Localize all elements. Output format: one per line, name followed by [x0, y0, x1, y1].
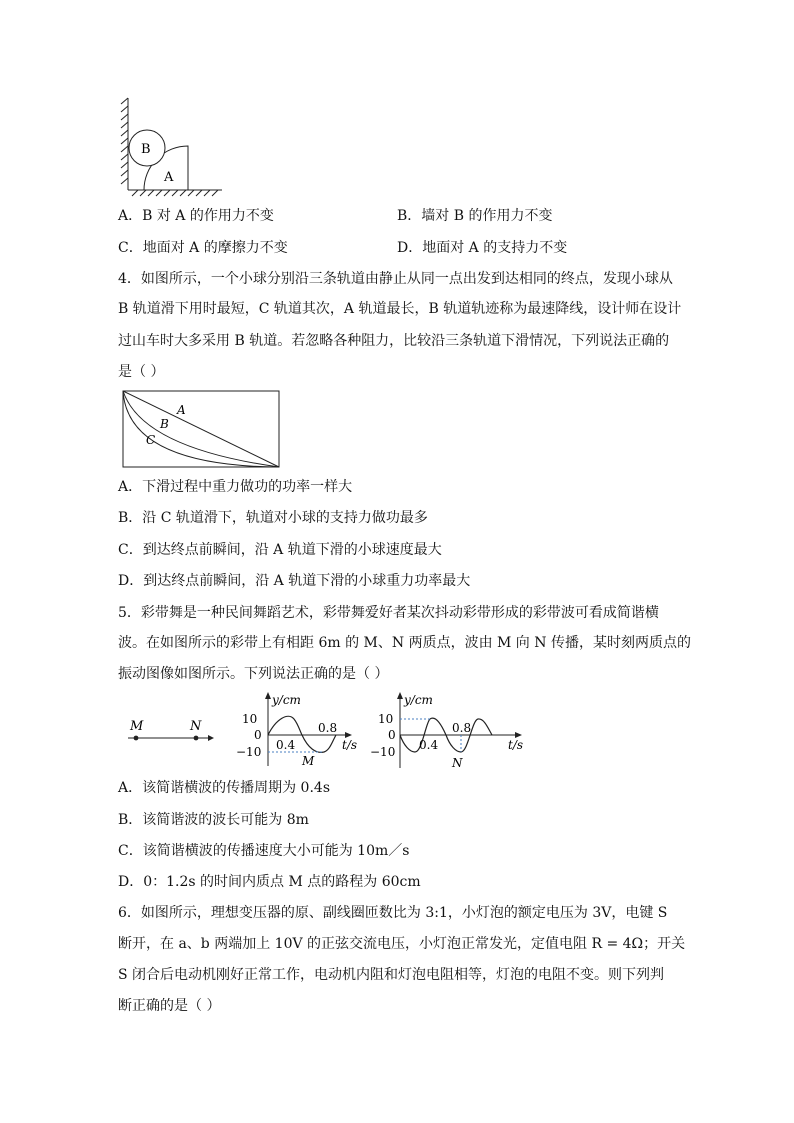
q6-stem-line-3: S 闭合后电动机刚好正常工作，电动机内阻和灯泡电阻相等，灯泡的电阻不变。则下列判 [118, 967, 665, 983]
m-tick-bottom: −10 [236, 745, 262, 759]
label-b: B [141, 142, 151, 157]
q5-stem-line-3: 振动图像如图所示。下列说法正确的是（ ） [118, 666, 389, 682]
label-point-n: N [190, 719, 202, 734]
q5-stem-line-2: 波。在如图所示的彩带上有相距 6m 的 M、N 两质点，波由 M 向 N 传播，某时刻两质点的 [118, 635, 691, 651]
m-tick-top: 10 [242, 712, 258, 726]
label-track-a: A [177, 403, 186, 417]
m-ylabel: y/cm [272, 693, 301, 707]
q3-figure [118, 96, 228, 198]
q4-stem-line-4: 是（ ） [118, 364, 165, 380]
n-tick-zero: 0 [388, 728, 396, 742]
q6-stem-line-4: 断正确的是（ ） [118, 998, 221, 1014]
q4-option-a: A．下滑过程中重力做功的功率一样大 [118, 479, 353, 495]
q5-option-b: B．该简谐波的波长可能为 8m [118, 812, 309, 828]
q6-stem-line-2: 断开，在 a、b 两端加上 10V 的正弦交流电压，小灯泡正常发光，定值电阻 R = 4Ω；开关 [118, 936, 686, 952]
n-t2: 0.8 [452, 721, 472, 735]
wall-hatch [121, 98, 128, 190]
m-t1: 0.4 [276, 738, 296, 752]
m-t2: 0.8 [318, 721, 338, 735]
q5-option-a: A．该简谐横波的传播周期为 0.4s [118, 780, 331, 796]
track-a [123, 391, 279, 467]
n-point-label: N [452, 756, 463, 770]
q4-option-b: B．沿 C 轨道滑下，轨道对小球的支持力做功最多 [118, 510, 428, 526]
m-point-label: M [302, 754, 315, 768]
q5-option-d: D．0：1.2s 的时间内质点 M 点的路程为 60cm [118, 874, 421, 890]
q3-option-c: C．地面对 A 的摩擦力不变 [118, 240, 288, 256]
q6-stem-line-1: 6．如图所示，理想变压器的原、副线圈匝数比为 3:1，小灯泡的额定电压为 3V，电键 S [118, 905, 668, 921]
q4-track-figure [120, 388, 284, 470]
m-xlabel: t/s [342, 738, 358, 752]
q5-string-figure [124, 716, 216, 750]
q4-stem-line-1: 4．如图所示，一个小球分别沿三条轨道由静止从同一点出发到达相同的终点，发现小球从 [118, 271, 673, 287]
label-track-b: B [160, 417, 169, 431]
m-tick-zero: 0 [254, 728, 262, 742]
n-xlabel: t/s [508, 738, 524, 752]
q3-option-d: D．地面对 A 的支持力不变 [397, 240, 568, 256]
q3-option-a: A．B 对 A 的作用力不变 [118, 208, 274, 224]
q5-graph-m [232, 690, 367, 770]
label-point-m: M [130, 719, 144, 734]
q4-option-d: D．到达终点前瞬间，沿 A 轨道下滑的小球重力功率最大 [118, 573, 471, 589]
q3-option-b: B．墙对 B 的作用力不变 [397, 208, 553, 224]
n-tick-top: 10 [378, 712, 394, 726]
q4-stem-line-3: 过山车时大多采用 B 轨道。若忽略各种阻力，比较沿三条轨道下滑情况，下列说法正确的 [118, 333, 670, 349]
q5-option-c: C．该简谐横波的传播速度大小可能为 10m／s [118, 843, 410, 859]
q4-stem-line-2: B 轨道滑下用时最短，C 轨道其次，A 轨道最长，B 轨道轨迹称为最速降线，设计师在设计 [118, 301, 682, 317]
ground-hatch [128, 190, 222, 196]
n-t1: 0.4 [419, 738, 439, 752]
label-track-c: C [146, 433, 156, 447]
q5-graph-n [370, 690, 530, 772]
q5-stem-line-1: 5．彩带舞是一种民间舞蹈艺术，彩带舞爱好者某次抖动彩带形成的彩带波可看成简谐横 [118, 605, 659, 621]
n-tick-bottom: −10 [370, 745, 396, 759]
label-a: A [164, 170, 174, 185]
q4-option-c: C．到达终点前瞬间，沿 A 轨道下滑的小球速度最大 [118, 542, 442, 558]
n-ylabel: y/cm [404, 693, 433, 707]
